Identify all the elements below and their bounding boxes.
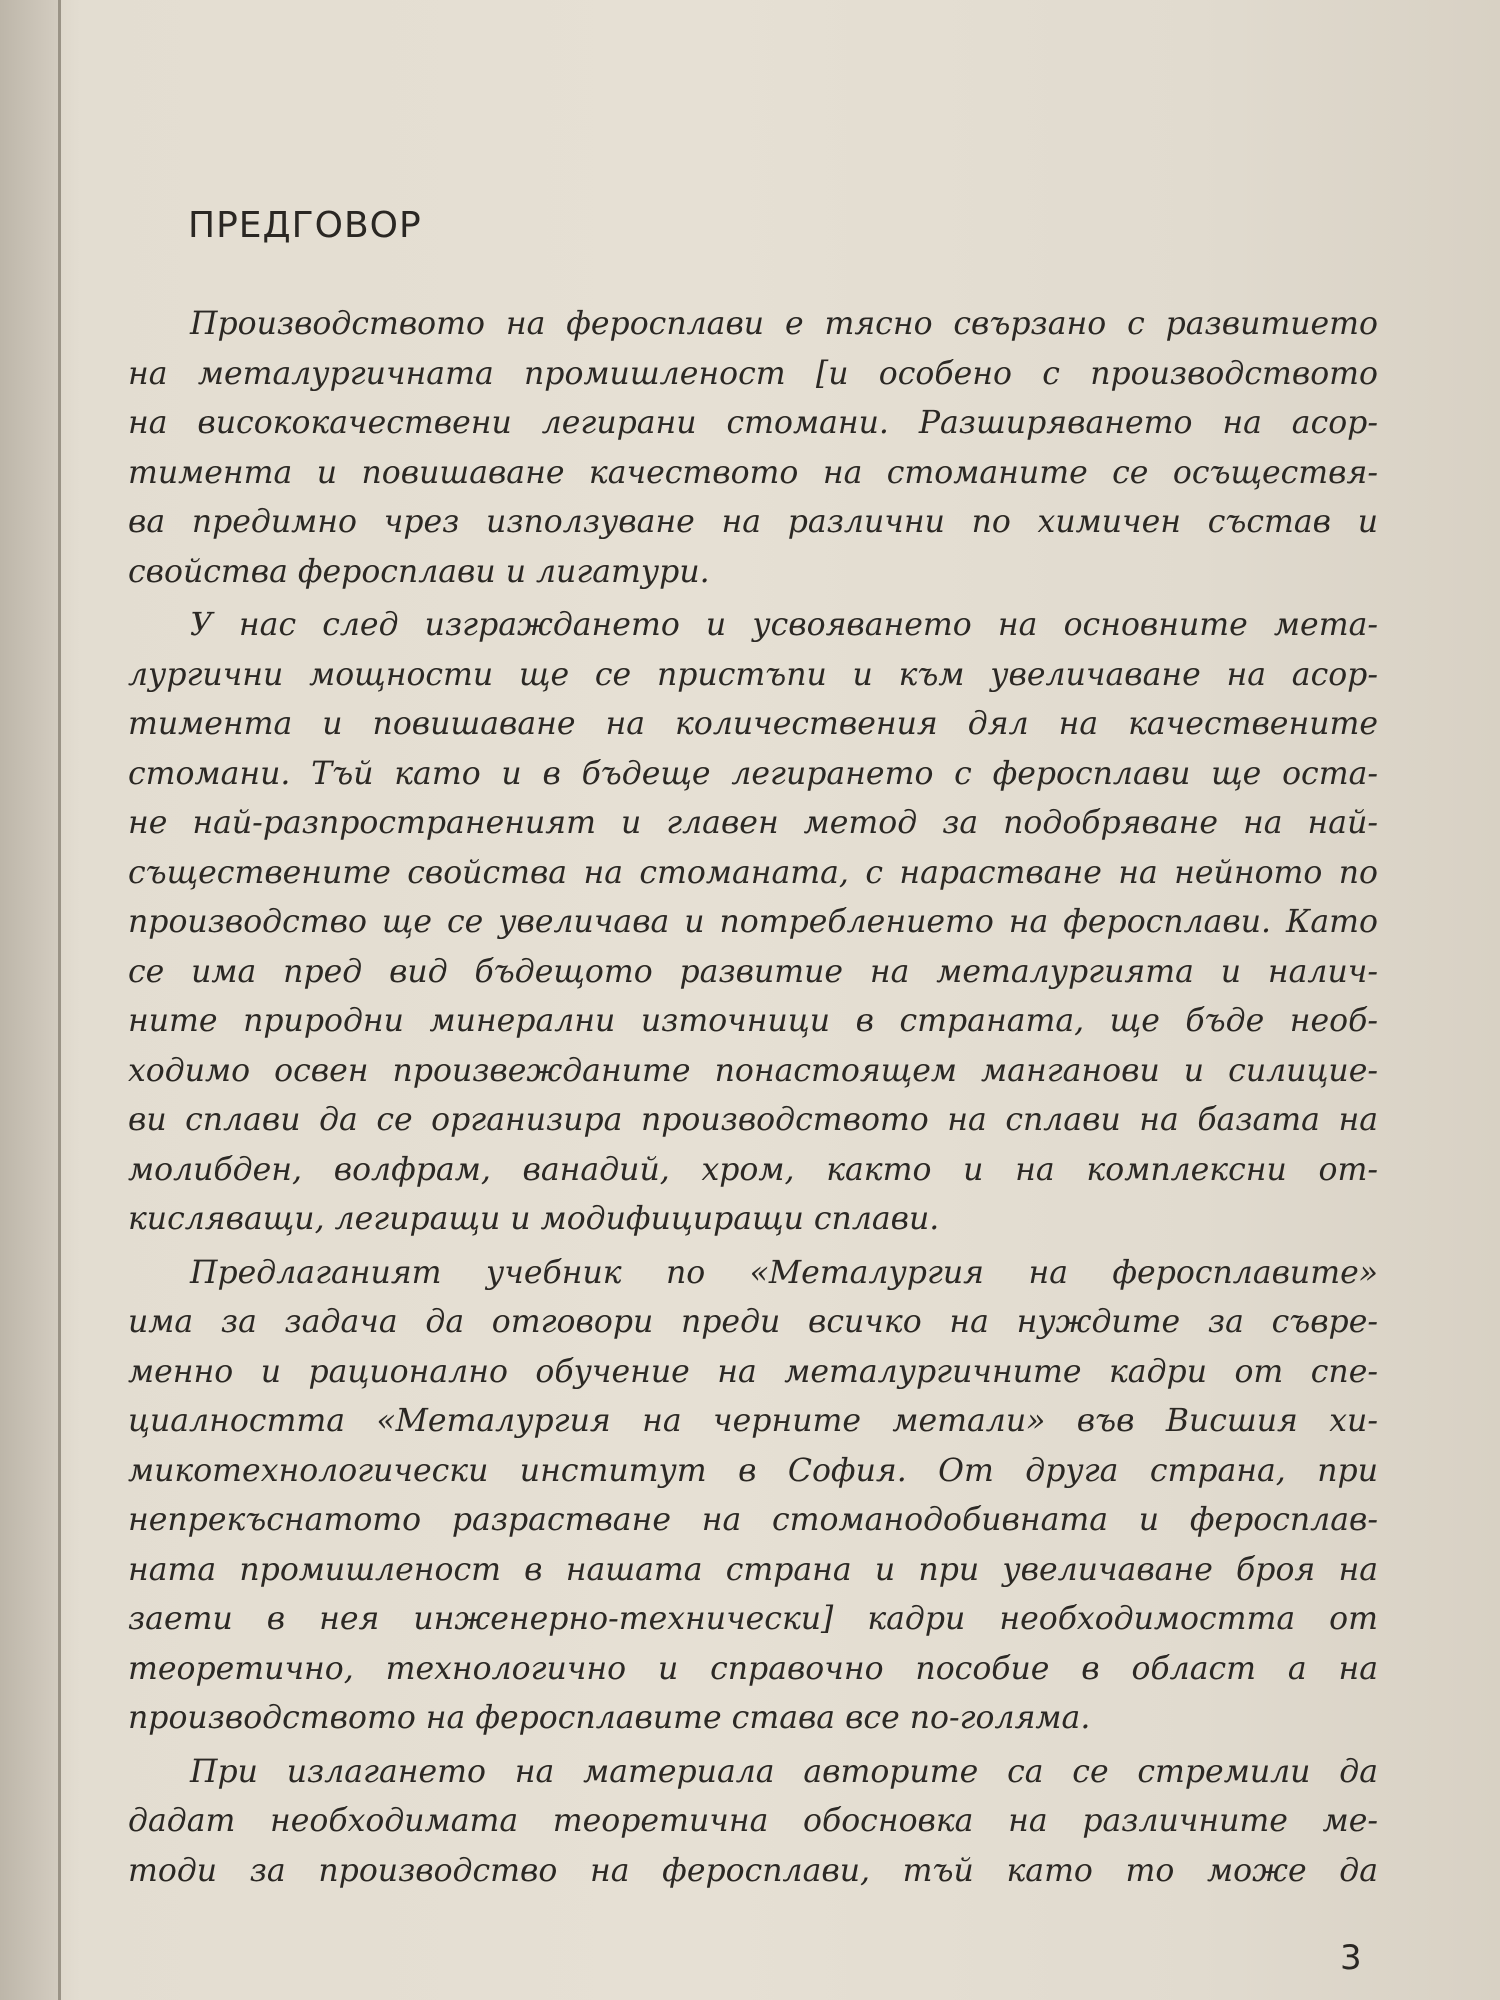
body-text — [128, 300, 1378, 1896]
text-line: има за задача да отговори преди всичко на нуждите за съвре- — [128, 1304, 1378, 1340]
text-line: ви сплави да се организира производството на сплави на базата на — [128, 1102, 1378, 1138]
paragraph-3 — [128, 1249, 1378, 1744]
text-line: Производството на феросплави е тясно свързано с развитието — [190, 306, 1378, 342]
text-line: тоди за производство на феросплави, тъй като то може да — [128, 1852, 1378, 1889]
text-line: свойства феросплави и лигатури. — [128, 553, 710, 590]
gutter-edge — [58, 0, 61, 2000]
text-line: се има пред вид бъдещото развитие на металургията и налич- — [128, 953, 1378, 990]
text-line: производство ще се увеличава и потреблението на феросплави. Като — [128, 904, 1378, 940]
text-line: Предлаганият учебник по «Металургия на феросплавите» — [190, 1254, 1378, 1291]
book-gutter — [0, 0, 58, 2000]
text-line: молибден, волфрам, ванадий, хром, както и на комплексни от- — [128, 1151, 1378, 1188]
text-line: ва предимно чрез използуване на различни по химичен състав и — [128, 504, 1378, 540]
text-line: менно и рационално обучение на металургичните кадри от спе- — [128, 1353, 1378, 1390]
paragraph-4 — [128, 1748, 1378, 1897]
text-line: не най-разпространеният и главен метод за подобряване на най- — [128, 805, 1378, 841]
text-line: ната промишленост в нашата страна и при увеличаване броя на — [128, 1551, 1378, 1588]
text-line: При излагането на материала авторите са се стремили да — [190, 1753, 1378, 1790]
text-line: тимента и повишаване качеството на стоманите се осъществя- — [128, 454, 1378, 491]
text-line: стомани. Тъй като и в бъдеще легирането с феросплави ще оста- — [128, 755, 1378, 792]
text-line: ните природни минерални източници в страната, ще бъде необ- — [128, 1003, 1378, 1039]
text-line: производството на феросплавите става все по-голяма. — [128, 1700, 1091, 1736]
text-line: кисляващи, легиращи и модифициращи сплави. — [128, 1201, 940, 1237]
text-line: непрекъснатото разрастване на стоманодобивната и феросплав- — [128, 1502, 1378, 1538]
text-line: на металургичната промишленост [и особено с производството — [128, 355, 1378, 392]
paragraph-2 — [128, 601, 1378, 1245]
text-line: съществените свойства на стоманата, с нарастване на нейното по — [128, 854, 1378, 891]
text-line: микотехнологически институт в София. От друга страна, при — [128, 1452, 1378, 1489]
paragraph-1 — [128, 300, 1378, 597]
text-line: лургични мощности ще се пристъпи и към увеличаване на асор- — [128, 656, 1378, 693]
text-line: ходимо освен произвежданите понастоящем манганови и силицие- — [128, 1052, 1378, 1089]
text-line: циалността «Металургия на черните метали» във Висшия хи- — [128, 1403, 1378, 1439]
text-line: дадат необходимата теоретична обосновка на различните ме- — [128, 1803, 1378, 1839]
text-line: тимента и повишаване на количествения дял на качествените — [128, 706, 1378, 742]
page-number: 3 — [1340, 1938, 1362, 1978]
page-title: ПРЕДГОВОР — [188, 205, 422, 246]
text-line: теоретично, технологично и справочно пособие в област а на — [128, 1650, 1378, 1687]
text-line: У нас след изграждането и усвояването на основните мета- — [190, 607, 1378, 643]
text-line: заети в нея инженерно-технически] кадри необходимостта от — [128, 1601, 1378, 1637]
text-line: на висококачествени легирани стомани. Разширяването на асор- — [128, 405, 1378, 441]
